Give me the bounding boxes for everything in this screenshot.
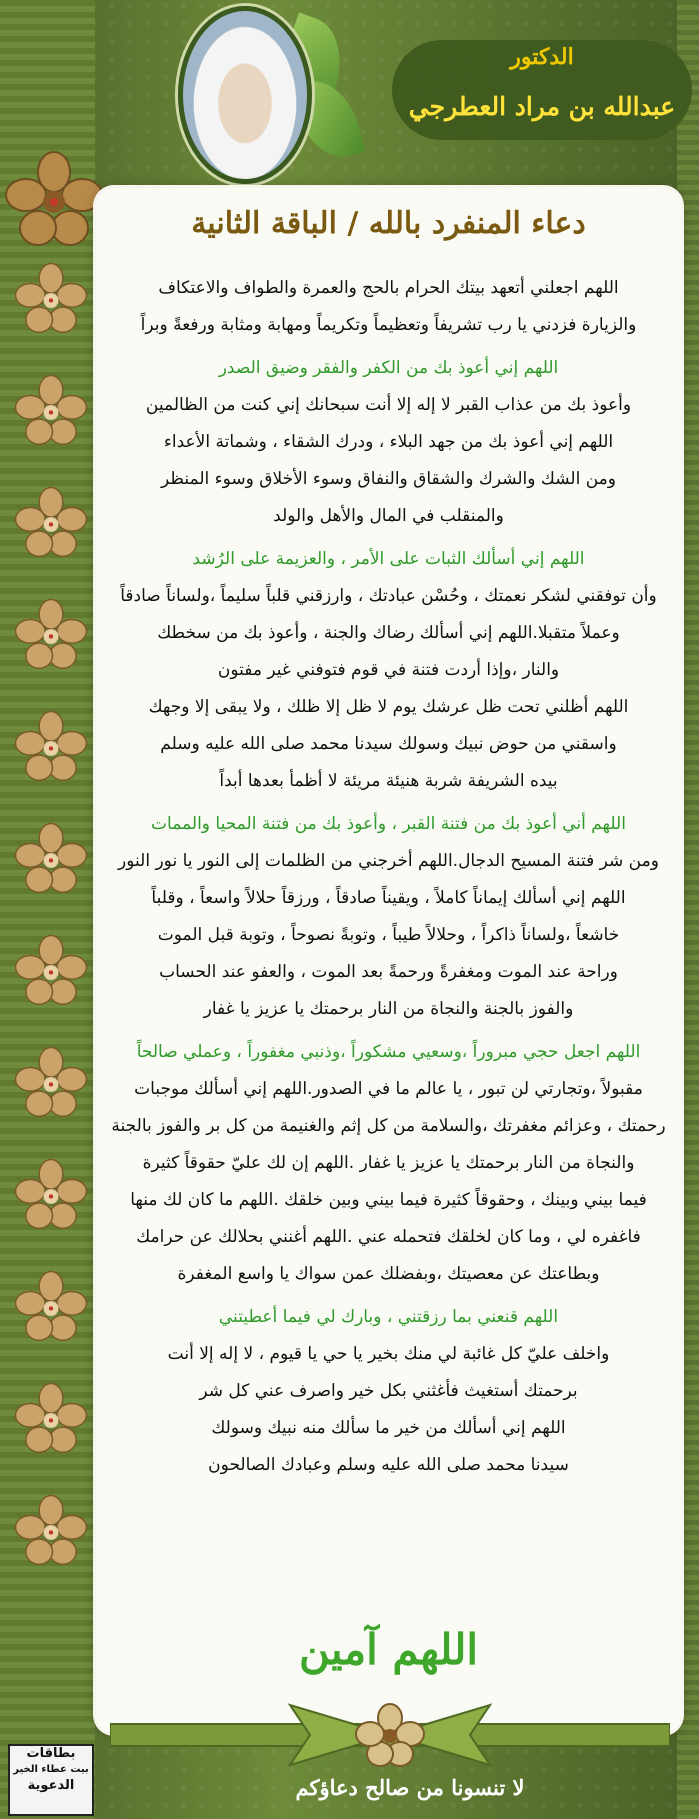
section-heading: اللهم اجعل حجي مبروراً ،وسعيي مشكوراً ،وذنبي مغفوراً ، وعملي صالحاً bbox=[136, 1042, 641, 1062]
section-heading: اللهم أني أعوذ بك من فتنة القبر ، وأعوذ بك من فتنة المحيا والممات bbox=[151, 814, 626, 834]
flower-ornament-icon bbox=[14, 486, 88, 560]
text-line: وعملاً متقبلا.اللهم إني أسألك رضاك والجنة ، وأعوذ بك من سخطك bbox=[157, 623, 620, 643]
flower-ornament-icon bbox=[14, 1494, 88, 1568]
text-line: فاغفره لي ، وما كان لخلقك فتحمله عني .اللهم أغنني بحلالك عن حرامك bbox=[136, 1227, 641, 1247]
text-line: وراحة عند الموت ومغفرةً ورحمةً بعد الموت ، والعفو عند الحساب bbox=[159, 962, 618, 982]
text-line: واسقني من حوض نبيك وسولك سيدنا محمد صلى الله عليه وسلم bbox=[160, 734, 617, 754]
text-line: اللهم أظلني تحت ظل عرشك يوم لا ظل إلا ظلك ، ولا يبقى إلا وجهك bbox=[148, 697, 629, 717]
scholar-portrait bbox=[178, 6, 312, 184]
text-line: والمنقلب في المال والأهل والولد bbox=[273, 506, 504, 526]
text-line: فيما بيني وبينك ، وحقوقاً كثيرة فيما بيني وبين خلقك .اللهم ما كان لك منها bbox=[130, 1190, 647, 1210]
section-heading: اللهم قنعني بما رزقتني ، وبارك لي فيما أعطيتني bbox=[218, 1307, 559, 1327]
scholar-name: عبدالله بن مراد العطرجي bbox=[408, 92, 676, 121]
page-title: دعاء المنفرد بالله / الباقة الثانية bbox=[191, 206, 586, 241]
footer-request: لا تنسونا من صالح دعاؤكم bbox=[295, 1775, 525, 1800]
text-line: واخلف عليّ كل غائبة لي منك بخير يا حي يا قيوم ، لا إله إلا أنت bbox=[167, 1344, 610, 1364]
text-line: وبطاعتك عن معصيتك ،وبفضلك عمن سواك يا واسع المغفرة bbox=[177, 1264, 600, 1284]
logo-line: بطاقات bbox=[26, 1746, 76, 1761]
text-line: رحمتك ، وعزائم مغفرتك ،والسلامة من كل إثم والغنيمة من كل بر والفوز بالجنة bbox=[111, 1116, 666, 1136]
section-heading: اللهم إني أسألك الثبات على الأمر ، والعزيمة على الرُشد bbox=[192, 549, 585, 569]
text-line: اللهم إني أسألك من خير ما سألك منه نبيك وسولك bbox=[211, 1418, 566, 1438]
logo-line: بيت عطاء الخير bbox=[13, 1764, 89, 1775]
text-line: بيده الشريفة شربة هنيئة مريئة لا أظمأ بعدها أبداً bbox=[219, 771, 558, 791]
flower-ornament-icon bbox=[14, 374, 88, 448]
flower-ornament-icon bbox=[14, 262, 88, 336]
text-line: والفوز بالجنة والنجاة من النار برحمتك يا عزيز يا غفار bbox=[203, 999, 574, 1019]
logo-line: الدعوية bbox=[27, 1778, 75, 1793]
text-line: برحمتك أستغيث فأغثني بكل خير واصرف عني كل شر bbox=[199, 1381, 578, 1401]
ribbon-bow-icon bbox=[110, 1700, 670, 1770]
header bbox=[0, 0, 699, 185]
section-heading: اللهم إني أعوذ بك من الكفر والفقر وضيق الصدر bbox=[218, 358, 559, 378]
text-line: والزيارة فزدني يا رب تشريفاً وتعظيماً وتكريماً ومهابة ومثابة ورفعةً وبراً bbox=[140, 315, 637, 335]
flower-ornament-icon bbox=[14, 598, 88, 672]
flower-ornament-icon bbox=[14, 1382, 88, 1456]
flower-ornament-icon bbox=[14, 1158, 88, 1232]
text-line: والنار ،وإذا أردت فتنة في قوم فتوفني غير مفتون bbox=[217, 660, 560, 680]
flower-ornament-icon bbox=[14, 1046, 88, 1120]
text-line: سيدنا محمد صلى الله عليه وسلم وعبادك الصالحون bbox=[208, 1455, 569, 1475]
doctor-title: الدكتور bbox=[510, 44, 574, 70]
text-line: وأعوذ بك من عذاب القبر لا إله إلا أنت سبحانك إني كنت من الظالمين bbox=[145, 395, 632, 415]
publisher-logo bbox=[8, 1744, 94, 1816]
amen-text: اللهم آمين bbox=[298, 1625, 479, 1674]
text-line: اللهم اجعلني أتعهد بيتك الحرام بالحج والعمرة والطواف والاعتكاف bbox=[158, 278, 619, 298]
text-line: مقبولاً ،وتجارتي لن تبور ، يا عالم ما في الصدور.اللهم إني أسألك موجبات bbox=[134, 1079, 643, 1099]
flower-ornament-icon bbox=[14, 710, 88, 784]
supplication-text bbox=[110, 270, 667, 1484]
text-line: اللهم إني أعوذ بك من جهد البلاء ، ودرك الشقاء ، وشماتة الأعداء bbox=[163, 432, 614, 452]
text-line: ومن الشك والشرك والشقاق والنفاق وسوء الأخلاق وسوء المنظر bbox=[161, 469, 616, 489]
text-line: والنجاة من النار برحمتك يا عزيز يا غفار .اللهم إن لك عليّ حقوقاً كثيرة bbox=[142, 1153, 635, 1173]
flower-ornament-icon bbox=[14, 1270, 88, 1344]
text-line: خاشعاً ،ولساناً ذاكراً ، وحلالاً طيباً ، وتوبةً نصوحاً ، وتوبة قبل الموت bbox=[157, 925, 620, 945]
flower-ornament-icon bbox=[14, 822, 88, 896]
text-line: اللهم إني أسألك إيماناً كاملاً ، ويقيناً صادقاً ، ورزقاً حلالاً واسعاً ، وقلباً bbox=[151, 888, 626, 908]
text-line: ومن شر فتنة المسيح الدجال.اللهم أخرجني من الظلمات إلى النور يا نور النور bbox=[118, 851, 659, 871]
flower-ornament-icon bbox=[14, 934, 88, 1008]
text-line: وأن توفقني لشكر نعمتك ، وحُسْن عبادتك ، وارزقني قلباً سليماً ،ولساناً صادقاً bbox=[120, 586, 657, 606]
